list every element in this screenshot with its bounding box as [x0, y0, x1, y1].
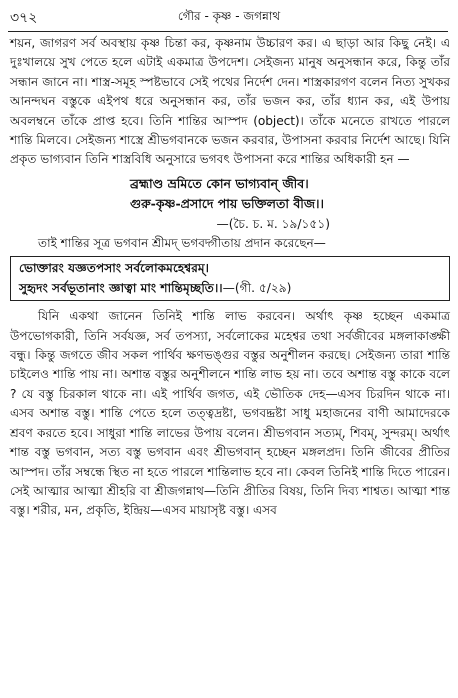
- verse-line-2: গুরু-কৃষ্ণ-প্রসাদে পায় ভক্তিলতা বীজ।।: [130, 195, 324, 211]
- verse-reference: —(চৈ. চ. ম. ১৯/১৫১): [216, 216, 330, 231]
- gita-line-2: [19, 278, 443, 298]
- gita-line-2-text: সুহৃদং সর্বভূতানাং জ্ঞাত্বা মাং শান্তিমৃচ্ছতি।।: [19, 281, 223, 296]
- page-number: ৩৭২: [10, 10, 38, 26]
- paragraph-1: শয়ন, জাগরণ সর্ব অবস্থায় কৃষ্ণ চিন্তা কর, কৃষ্ণনাম উচ্চারণ কর। এ ছাড়া আর কিছু নেই। এ দুঃখালয়ে সুখ পেতে হলে এটাই একমাত্র উপদেশ। সেইজন্য মানুষ অনুসন্ধান করে, কিন্তু তাঁর সন্ধান জানে না। শাস্ত্র-সমূহ স্পষ্টভাবে সেই পথের নির্দেশ দেন। শাস্ত্রকারগণ বলেন নিত্য সুখকর আনন্দঘন বস্তুকে এইপথ ধরে অনুসন্ধান কর, তাঁর ভজন কর, তাঁর ধ্যান কর, এই উপায় অবলম্বনে তাঁকে প্রাপ্ত হবে। তিনি শান্তির আস্পদ (object)। তাঁকে মনেতে রাখতে পারলে শান্তি মিলবে। সেইজন্য শাস্ত্রে শ্রীভগবানকে ভজন করবার, উপাসনা করবার নির্দেশ আছে। যিনি প্রকৃত ভাগ্যবান তিনি শাস্ত্রবিধি অনুসারে ভগবৎ উপাসনা করে শান্তির অধিকারী হন —: [10, 36, 450, 167]
- verse-quote: [10, 174, 450, 234]
- gita-reference: —(গী. ৫/২৯): [222, 281, 292, 296]
- page-body: [10, 34, 450, 521]
- gita-verse-box: [10, 256, 450, 301]
- page-header: [0, 6, 458, 28]
- gita-line-1: ভোক্তারং যজ্ঞতপসাং সর্বলোকমহেশ্বরম্।: [19, 261, 210, 276]
- running-head: গৌর - কৃষ্ণ - জগন্নাথ: [177, 9, 281, 23]
- paragraph-2: তাই শান্তির সূত্র ভগবান শ্রীমদ্ ভগবদ্গীতায় প্রদান করেছেন—: [38, 235, 326, 250]
- header-rule: [8, 31, 448, 32]
- verse-line-1: ব্রহ্মাণ্ড ভ্রমিতে কোন ভাগ্যবান্ জীব।: [130, 175, 309, 191]
- paragraph-3: যিনি একথা জানেন তিনিই শান্তি লাভ করবেন। অর্থাৎ কৃষ্ণ হচ্ছেন একমাত্র উপভোগকারী, তিনি সর্বযজ্ঞ, সর্ব তপস্যা, সর্বলোকের মহেশ্বর তথা সর্বজীবের মঙ্গলাকাঙ্ক্ষী বন্ধু। কিন্তু জগতে জীব সকল পার্থিব ক্ষণভঙ্গুর বস্তুর অনুশীলন করছে। সেইজন্য তারা শান্তি চাইলেও শান্তি পায় না। অশান্ত বস্তুর অনুশীলনে শান্তি লাভ হয় না। তবে অশান্ত বস্তু কাকে বলে ? যে বস্তু চিরকাল থাকে না। এই পার্থিব জগত, এই ভৌতিক দেহ—এসব চিরদিন থাকে না। এসব অশান্ত বস্তু। শান্তি পেতে হলে তত্ত্বদ্রষ্টা, ভগবদ্দ্রষ্টা সাধু মহাজনের বাণী আমাদেরকে শ্রবণ করতে হবে। সাধুরা শান্তি লাভের উপায় বলেন। শ্রীভগবান সত্যম্, শিবম্, সুন্দরম্। অর্থাৎ শান্ত বস্তু ভগবান, সত্য বস্তু ভগবান এবং শ্রীভগবান্ হচ্ছেন মঙ্গলপ্রদ। তিনি জীবের প্রীতির আস্পদ। তাঁর সম্বন্ধে স্থিত না হতে পারলে শান্তিলাভ হবে না। কেবল তিনিই শান্তি দিতে পারেন। সেই আত্মার আত্মা শ্রীহরি বা শ্রীজগন্নাথ—তিনি প্রীতির বিষয়, তিনি দিব্য শাশ্বত। আত্মা শান্ত বস্তু। শরীর, মন, প্রকৃতি, ইন্দ্রিয়—এসব মায়াসৃষ্ট বস্তু। এসব: [10, 309, 450, 518]
